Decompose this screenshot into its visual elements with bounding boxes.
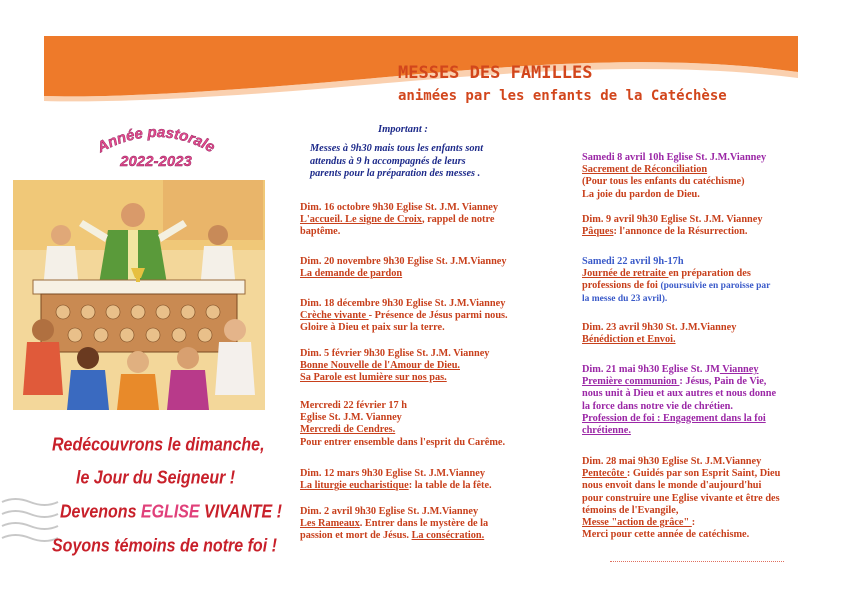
page-subtitle: animées par les enfants de la Catéchèse — [398, 88, 727, 104]
entry-text: Gloire à Dieu et paix sur la terre. — [300, 322, 445, 334]
slogan-line2: le Jour du Seigneur ! — [76, 468, 236, 489]
mass-entry-apr23 — [582, 322, 736, 346]
entry-text: professions de foi — [582, 280, 661, 292]
entry-theme: Mercredi de Cendres. — [300, 424, 396, 436]
entry-heading: Dim. 5 février 9h30 Eglise St. J.M. Vianney — [300, 348, 490, 359]
slogan-line1: Redécouvrons le dimanche, — [52, 435, 265, 456]
entry-theme: Crèche vivante — [300, 310, 369, 322]
entry-heading: Dim. 2 avril 9h30 Eglise St. J.M.Vianney — [300, 506, 479, 517]
badge-line2: 2022-2023 — [120, 153, 192, 170]
mass-entry-nov20 — [300, 256, 507, 280]
important-line: Messes à 9h30 mais tous les enfants sont — [310, 143, 484, 154]
mass-illustration — [13, 180, 265, 410]
important-title: Important : — [378, 124, 428, 135]
mass-entry-feb22 — [300, 400, 505, 449]
entry-text: La joie du pardon de Dieu. — [582, 188, 700, 200]
mass-entry-apr9 — [582, 214, 763, 238]
page-title: MESSES DES FAMILLES — [398, 63, 593, 83]
entry-theme: Les Rameaux — [300, 518, 360, 530]
mass-entry-dec18 — [300, 298, 508, 335]
mass-entry-may28 — [582, 456, 780, 541]
entry-heading: Dim. 28 mai 9h30 Eglise St. J.M.Vianney — [582, 456, 762, 467]
important-note — [310, 143, 515, 181]
entry-note: la messe du 23 avril). — [582, 293, 668, 304]
entry-theme: Journée de retraite — [582, 268, 669, 280]
entry-theme: Messe "action de grâce" — [582, 517, 692, 529]
entry-heading: Mercredi 22 février 17 h — [300, 400, 407, 411]
entry-text: baptême. — [300, 226, 341, 238]
entry-text: : — [691, 517, 696, 529]
retreat-entry-apr22 — [582, 256, 770, 305]
entry-theme: Pentecôte — [582, 468, 627, 480]
entry-text: : l'annonce de la Résurrection. — [613, 226, 748, 238]
important-line: attendus à 9 h accompagnés de leurs — [310, 155, 466, 167]
entry-theme: La consécration. — [411, 530, 485, 542]
slogan-line3 — [60, 503, 282, 524]
entry-heading: Dim. 21 mai 9h30 Eglise St. JM — [582, 364, 720, 375]
entry-theme: chrétienne. — [582, 425, 631, 437]
slogan-line3-a: Devenons — [60, 502, 141, 523]
important-line: parents pour la préparation des messes . — [310, 168, 481, 179]
entry-theme: Bonne Nouvelle de l'Amour de Dieu. — [300, 360, 460, 372]
entry-theme: Bénédiction et Envoi. — [582, 334, 676, 346]
entry-text: (Pour tous les enfants du catéchisme) — [582, 176, 745, 188]
entry-text: témoins de l'Evangile, — [582, 504, 679, 516]
entry-text: : la table de la fête. — [408, 480, 492, 492]
decorative-ghost-text — [0, 492, 60, 552]
entry-theme: La demande de pardon — [300, 268, 403, 280]
entry-heading: Dim. 20 novembre 9h30 Eglise St. J.M.Vianney — [300, 256, 507, 267]
entry-theme: Sa Parole est lumière sur nos pas. — [300, 372, 447, 384]
mass-entry-oct16 — [300, 202, 498, 239]
entry-heading: Samedi 22 avril 9h-17h — [582, 256, 684, 267]
entry-theme: La liturgie eucharistique — [300, 480, 409, 492]
dotted-divider — [610, 561, 784, 562]
entry-text: la force dans notre vie de chrétien. — [582, 400, 733, 412]
entry-text: . Entrer dans le mystère de la — [359, 518, 489, 530]
slogan-line3-c: VIVANTE ! — [199, 502, 282, 523]
entry-text: pour construire une Eglise vivante et être des — [582, 492, 780, 504]
mass-entry-apr2 — [300, 506, 488, 543]
entry-text: , rappel de notre — [421, 214, 495, 226]
mass-entry-mar12 — [300, 468, 492, 492]
entry-note: (poursuivie en paroisse par — [660, 281, 771, 292]
entry-heading: Dim. 18 décembre 9h30 Eglise St. J.M.Vianney — [300, 298, 506, 309]
slogan-line3-b: EGLISE — [140, 502, 200, 523]
mass-entry-may21 — [582, 364, 776, 437]
entry-text: Merci pour cette année de catéchisme. — [582, 529, 750, 541]
entry-text: passion et mort de Jésus. — [300, 530, 412, 542]
entry-theme: Sacrement de Réconciliation — [582, 164, 708, 176]
entry-theme: Profession de foi : Engagement dans la foi — [582, 412, 766, 424]
entry-text: Eglise St. J.M. Vianney — [300, 412, 402, 424]
entry-text: - Présence de Jésus parmi nous. — [368, 310, 508, 322]
entry-heading: Samedi 8 avril 10h Eglise St. J.M.Vianney — [582, 152, 767, 163]
badge-line1: Année pastorale — [94, 123, 218, 157]
entry-theme: Première communion — [582, 376, 680, 388]
mass-entry-feb5 — [300, 348, 489, 385]
entry-text: Pour entrer ensemble dans l'esprit du Carême. — [300, 436, 506, 448]
entry-theme: Pâques — [582, 226, 614, 238]
entry-text: nous envoit dans le monde d'aujourd'hui — [582, 480, 762, 492]
mass-entry-apr8 — [582, 152, 766, 201]
entry-heading: Dim. 12 mars 9h30 Eglise St. J.M.Vianney — [300, 468, 485, 479]
entry-text: : Jésus, Pain de Vie, — [679, 376, 767, 388]
slogan-line4: Soyons témoins de notre foi ! — [52, 536, 277, 557]
entry-heading-underlined: Vianney — [719, 364, 759, 375]
entry-theme: L'accueil. Le signe de Croix — [300, 214, 422, 226]
entry-text: : Guidés par son Esprit Saint, Dieu — [626, 468, 781, 480]
entry-text: nous unit à Dieu et aux autres et nous donne — [582, 388, 777, 400]
entry-text: en préparation des — [668, 268, 751, 280]
entry-heading: Dim. 23 avril 9h30 St. J.M.Vianney — [582, 322, 737, 333]
svg-text:Année pastorale — [94, 124, 218, 157]
pastoral-year-badge — [76, 120, 236, 180]
entry-heading: Dim. 9 avril 9h30 Eglise St. J.M. Vianney — [582, 214, 763, 225]
entry-heading: Dim. 16 octobre 9h30 Eglise St. J.M. Vianney — [300, 202, 499, 213]
